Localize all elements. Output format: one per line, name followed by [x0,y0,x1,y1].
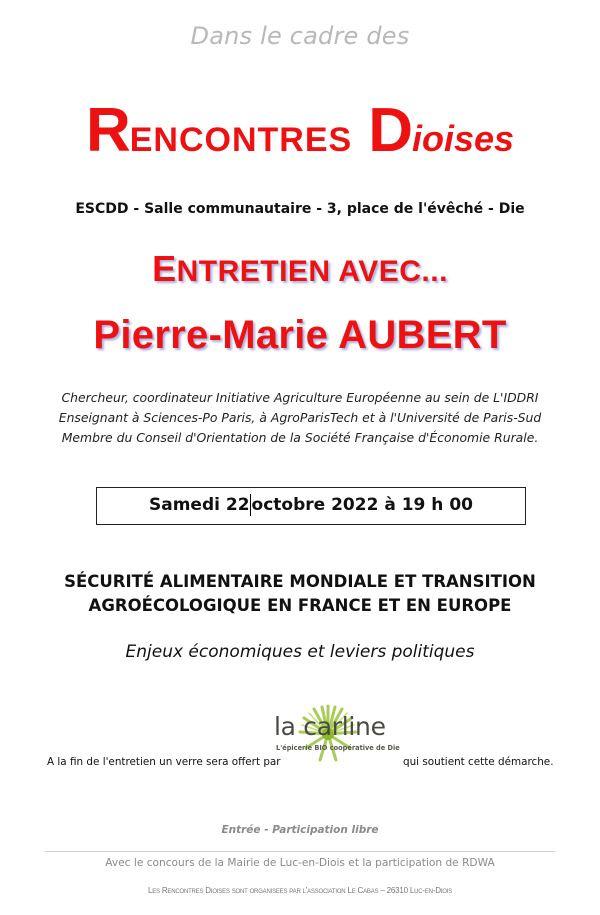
brand-word-rencontres: ENCONTRES [129,121,353,159]
text-cursor [250,494,251,516]
footer-divider [45,851,555,852]
drink-text-after: qui soutient cette démarche. [403,756,554,768]
talk-subtitle: Enjeux économiques et leviers politiques [125,642,475,662]
event-series-title [0,96,600,165]
sponsor-note: Avec le concours de la Mairie de Luc-en-Diois et la participation de RDWA [105,857,495,869]
event-date-box[interactable] [96,487,526,525]
speaker-name: Pierre-Marie AUBERT [93,313,507,357]
talk-title-line: AGROÉCOLOGIQUE EN FRANCE ET EN EUROPE [88,596,512,615]
interview-initial: E [152,248,177,289]
date-text-start: Samedi 22 [149,495,250,515]
intro-text: Dans le cadre des [190,22,410,50]
brand-initial-r: R [85,96,130,165]
bio-line: Membre du Conseil d'Orientation de la Société Française d'Économie Rurale. [61,430,539,445]
logo-tagline: L'épicerie BIO coopérative de Die [276,744,400,752]
venue-address: ESCDD - Salle communautaire - 3, place de l'évêché - Die [75,201,525,217]
date-text-end: octobre 2022 à 19 h 00 [251,495,473,515]
interview-heading [0,248,600,290]
entry-info: Entrée - Participation libre [221,824,379,836]
speaker-bio [0,388,600,448]
talk-title [0,570,600,618]
brand-word-dioises: ioises [411,118,515,159]
interview-rest: NTRETIEN AVEC... [176,255,448,288]
la-carline-logo [272,708,404,756]
bio-line: Chercheur, coordinateur Initiative Agriculture Européenne au sein de L'IDDRI [61,390,539,405]
brand-initial-d: D [368,96,412,165]
logo-wordmark: la carline [274,712,386,741]
organizer-note: Les Rencontres Dioises sont organisees par l'association Le Cabas – 26310 Luc-en-Diois [147,886,453,895]
drink-text-before: A la fin de l'entretien un verre sera offert par [47,756,281,768]
talk-title-line: SÉCURITÉ ALIMENTAIRE MONDIALE ET TRANSITION [64,572,536,591]
bio-line: Enseignant à Sciences-Po Paris, à AgroParisTech et à l'Université de Paris-Sud [58,410,542,425]
